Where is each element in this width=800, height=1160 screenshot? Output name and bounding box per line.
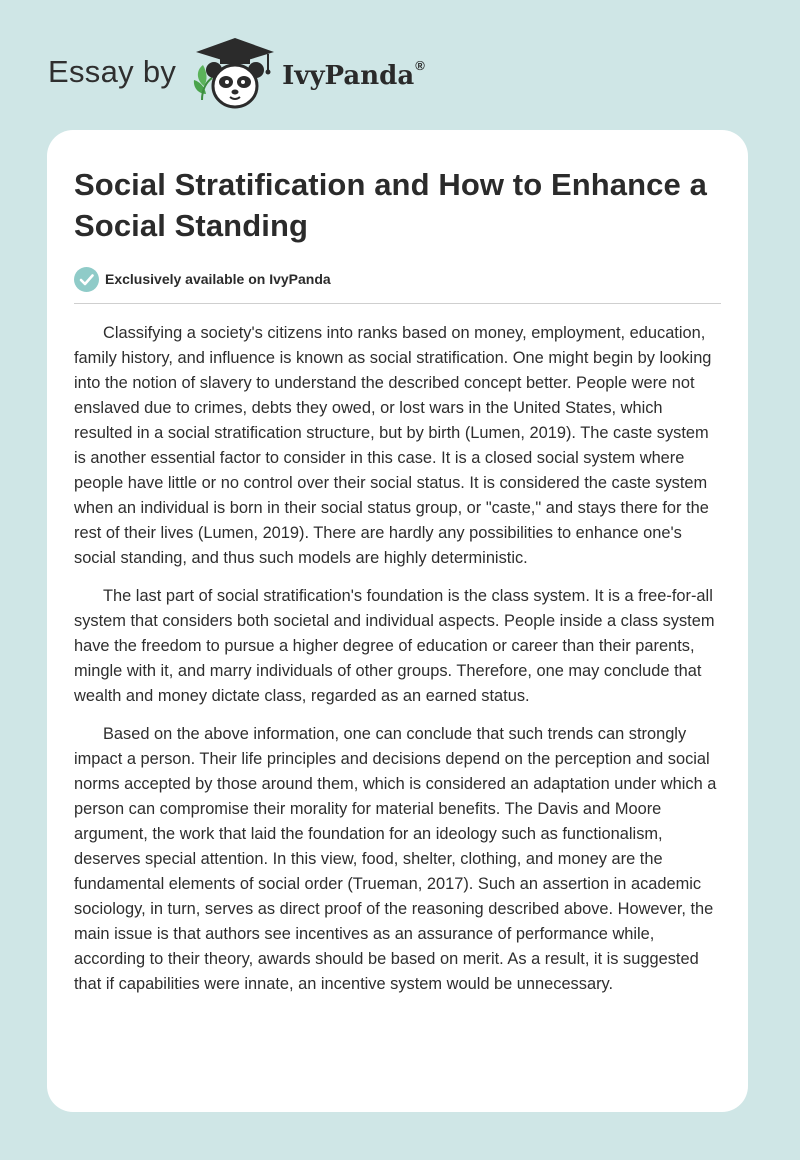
paragraph: The last part of social stratification's foundation is the class system. It is a free-for-all system that considers both societal and individual aspects. People inside a class system have the freedom to pursue a higher degree of education or career than their parents, mingle with it, and marry individuals of other groups. Therefore, one may conclude that wealth and money dictate class, regarded as an earned status.: [74, 587, 715, 705]
essay-body: [74, 321, 721, 997]
essay-title: Social Stratification and How to Enhance a Social Standing: [74, 167, 707, 243]
brand-name-text: IvyPanda: [282, 60, 415, 91]
panda-graduate-logo-icon[interactable]: [190, 34, 280, 114]
ivypanda-brand[interactable]: [282, 58, 425, 91]
essay-by-label: Essay by: [48, 54, 177, 89]
registered-mark: ®: [415, 57, 425, 73]
paragraph: Based on the above information, one can conclude that such trends can strongly impact a person. Their life principles and decisions depend on the perception and social norms accepted by those around them, which is considered an adaptation under which a person can compromise their morality for material benefits. The Davis and Moore argument, the work that laid the foundation for an ideology such as functionalism, deserves special attention. In this view, food, shelter, clothing, and money are the fundamental elements of social order (Trueman, 2017). Such an assertion in academic sociology, in turn, serves as direct proof of the reasoning described above. However, the main issue is that authors see incentives as an assurance of performance while, according to their theory, awards should be based on merit. As a result, it is suggested that if capabilities were innate, an incentive system would be unnecessary.: [74, 725, 717, 993]
exclusive-badge-label: Exclusively available on IvyPanda: [105, 271, 331, 287]
check-circle-icon: [74, 267, 99, 292]
essay-card: [47, 130, 748, 1112]
paragraph: Classifying a society's citizens into ranks based on money, employment, education, family history, and influence is known as social stratification. One might begin by looking into the notion of slavery to understand the described concept better. People were not enslaved due to crimes, debts they owed, or lost wars in the United States, which resulted in a social stratification structure, but by birth (Lumen, 2019). The caste system is another essential factor to consider in this case. It is a closed social system where people have little or no control over their social status. It is considered the caste system when an individual is born in their social status group, or "caste," and stays there for the rest of their lives (Lumen, 2019). There are hardly any possibilities to enhance one's social standing, and thus such models are highly deterministic.: [74, 324, 712, 567]
title-divider: [74, 303, 721, 304]
site-header: [48, 34, 425, 114]
exclusive-badge: [74, 266, 721, 292]
